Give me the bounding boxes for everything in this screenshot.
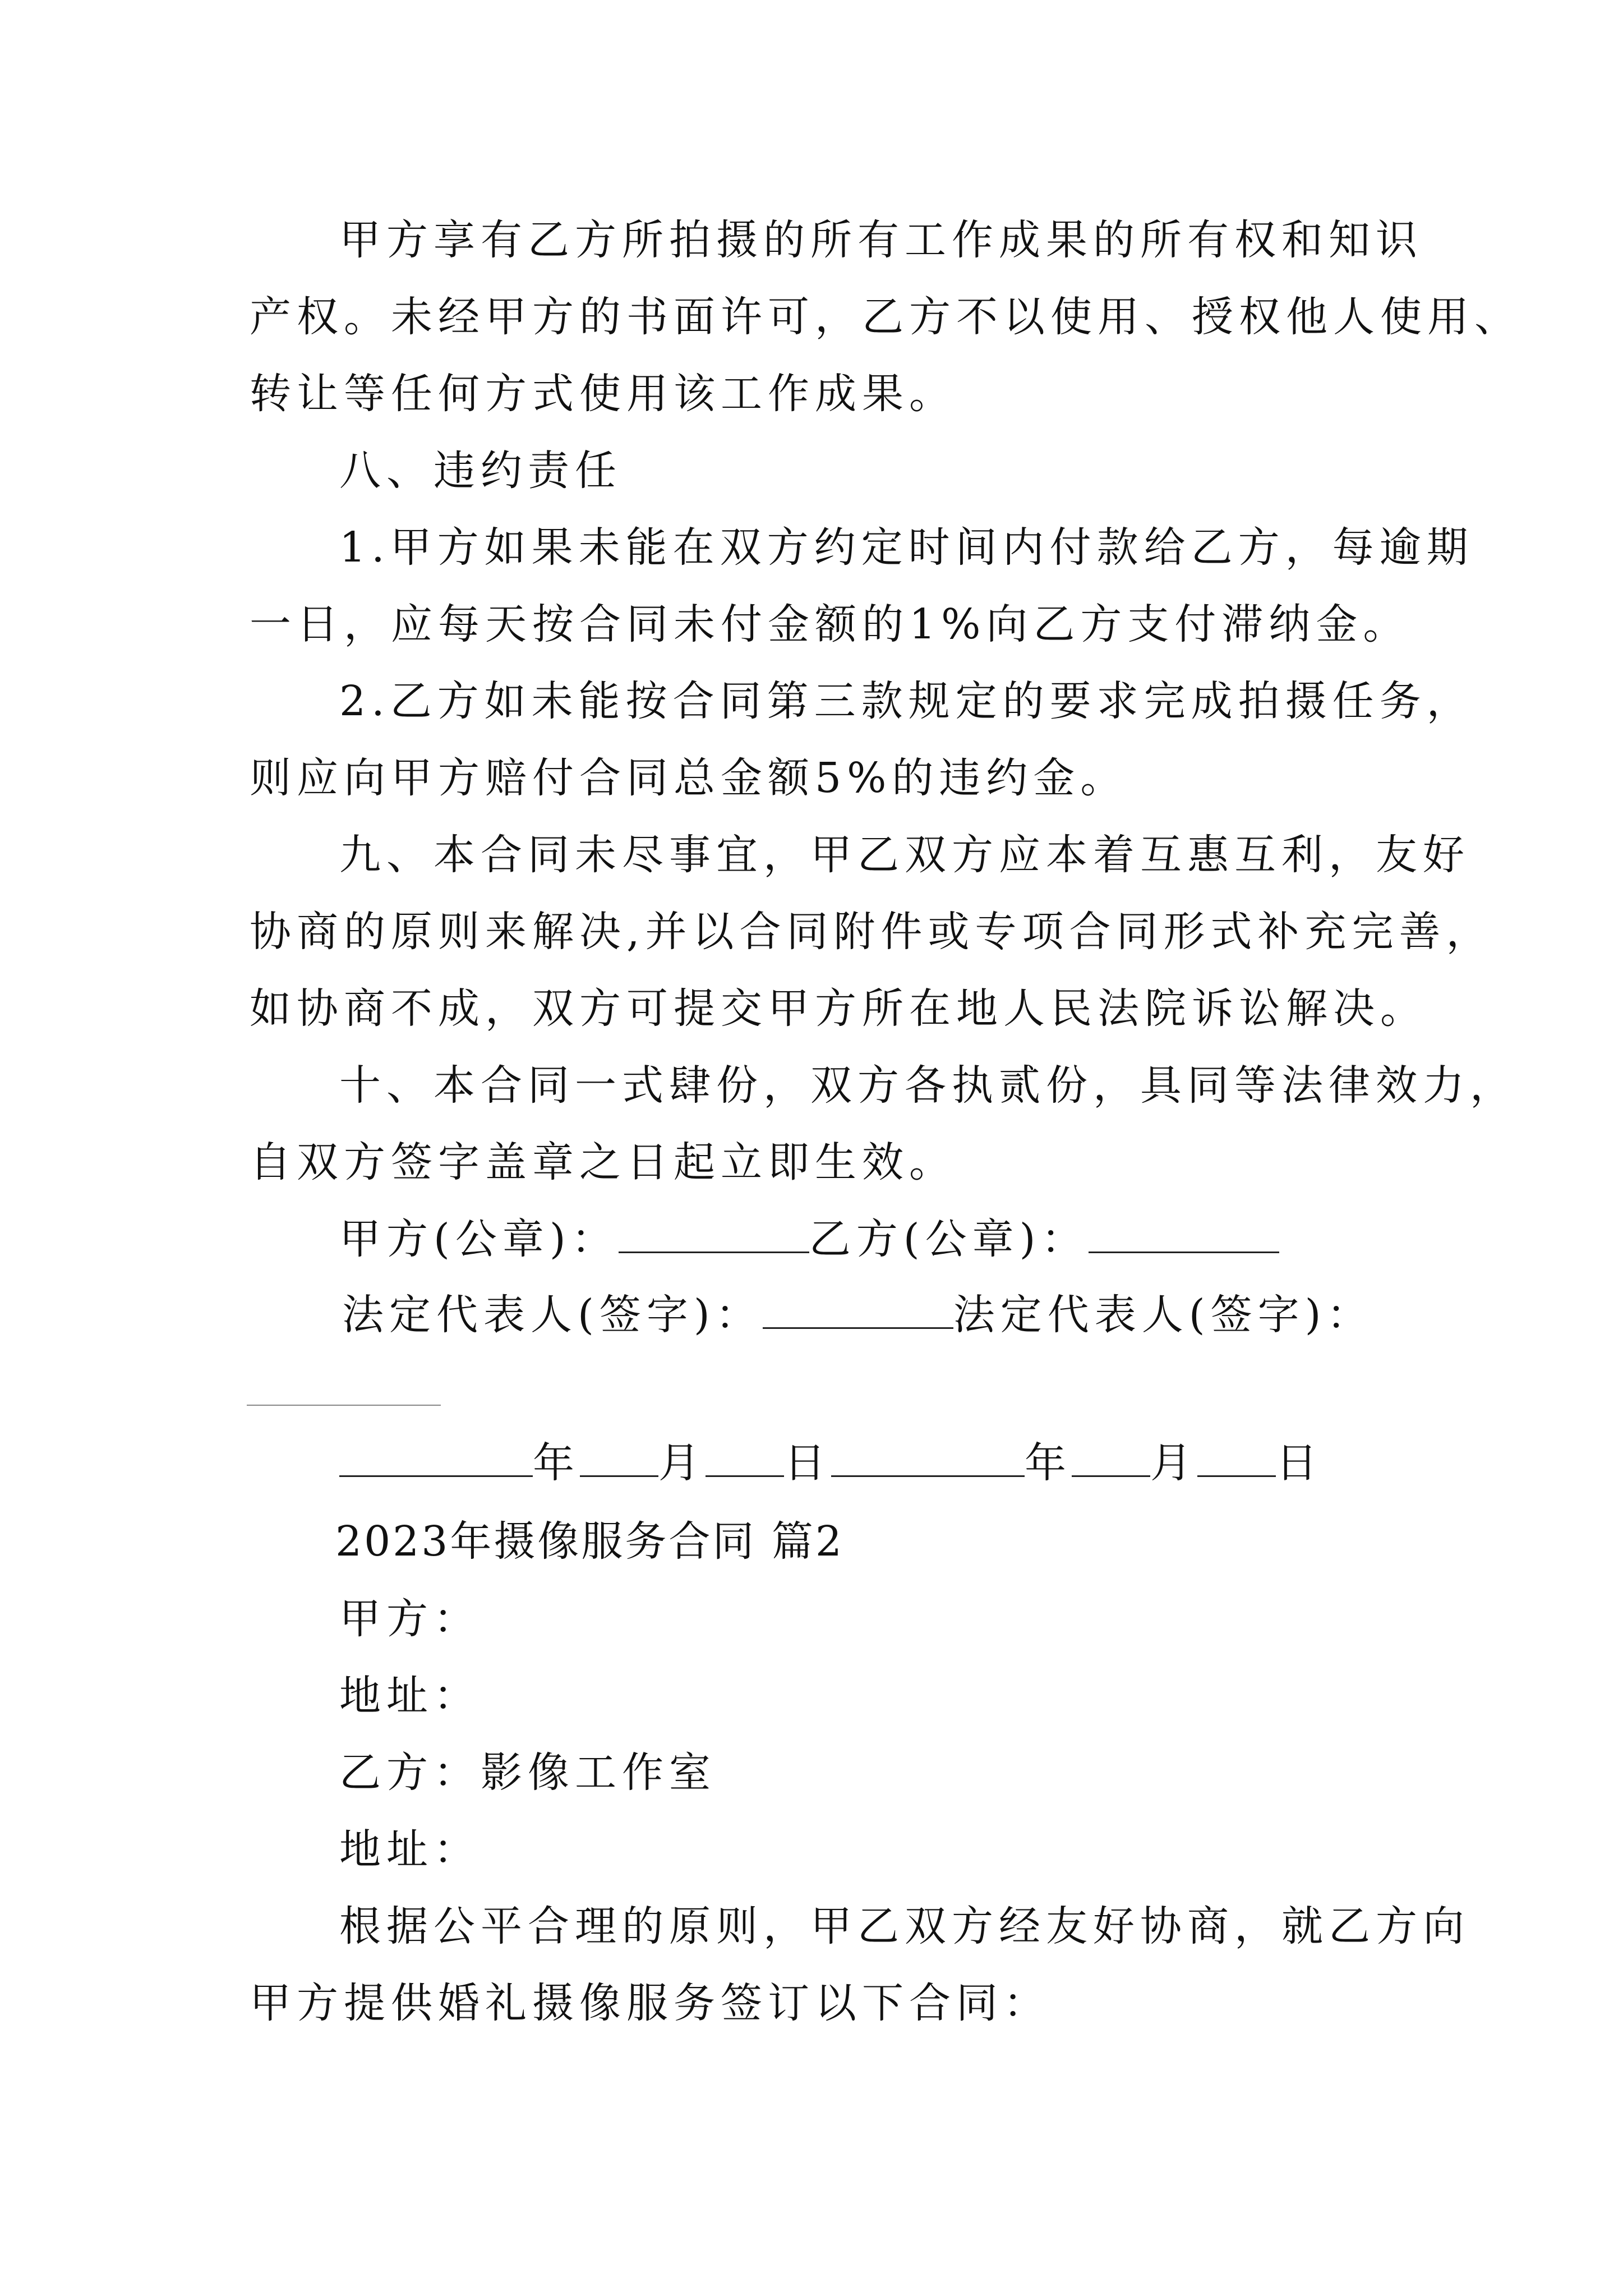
year-label-b: 年 [1025,1439,1072,1487]
legal-rep-a-blank [763,1290,953,1329]
month-blank-a [580,1438,658,1477]
signature-seal-row [339,1211,1279,1267]
paragraph-line: 则应向甲方赔付合同总金额5%的违约金。 [250,754,1128,802]
year-label-a: 年 [533,1439,580,1487]
paragraph-line: 自双方签字盖章之日起立即生效。 [250,1138,956,1186]
month-label-b: 月 [1150,1439,1197,1487]
paragraph-line: 十、本合同一式肆份，双方各执贰份，具同等法律效力， [339,1061,1517,1110]
legal-rep-a-label: 法定代表人(签字)： [342,1291,763,1339]
day-label-a: 日 [784,1439,831,1487]
paragraph-line: 如协商不成，双方可提交甲方所在地人民法院诉讼解决。 [250,984,1427,1033]
party-b-field: 乙方：影像工作室 [339,1749,716,1797]
party-a-field: 甲方： [339,1595,481,1643]
legal-rep-b-label: 法定代表人(签字)： [953,1291,1374,1339]
paragraph-line: 产权。未经甲方的书面许可，乙方不以使用、授权他人使用、 [250,293,1521,341]
signature-rep-row [342,1287,1374,1343]
section-title: 2023年摄像服务合同 篇2 [335,1517,844,1566]
year-blank-b [831,1438,1025,1477]
section-heading: 八、违约责任 [339,447,622,495]
party-a-seal-label: 甲方(公章)： [339,1215,619,1263]
paragraph-line: 一日，应每天按合同未付金额的1%向乙方支付滞纳金。 [250,600,1410,648]
paragraph-line: 转让等任何方式使用该工作成果。 [250,370,956,418]
day-blank-b [1197,1438,1276,1477]
month-blank-b [1072,1438,1150,1477]
address-a-field: 地址： [339,1672,481,1720]
paragraph-line: 2.乙方如未能按合同第三款规定的要求完成拍摄任务， [339,677,1474,725]
address-b-field: 地址： [339,1825,481,1874]
paragraph-line: 根据公平合理的原则，甲乙双方经友好协商，就乙方向 [339,1902,1470,1950]
paragraph-line: 协商的原则来解决,并以合同附件或专项合同形式补充完善， [250,908,1493,956]
day-label-b: 日 [1276,1439,1323,1487]
paragraph-line: 甲方享有乙方所拍摄的所有工作成果的所有权和知识 [339,216,1423,264]
day-blank-a [706,1438,784,1477]
party-a-seal-blank [619,1214,809,1253]
party-b-seal-blank [1089,1214,1279,1253]
year-blank-a [339,1438,533,1477]
paragraph-line: 甲方提供婚礼摄像服务签订以下合同： [250,1979,1050,2027]
month-label-a: 月 [658,1439,706,1487]
date-row [339,1435,1323,1491]
paragraph-line: 九、本合同未尽事宜，甲乙双方应本着互惠互利，友好 [339,831,1470,879]
party-b-seal-label: 乙方(公章)： [809,1215,1089,1263]
paragraph-line: 1.甲方如果未能在双方约定时间内付款给乙方，每逾期 [339,523,1474,572]
legal-rep-b-blank [247,1405,441,1406]
